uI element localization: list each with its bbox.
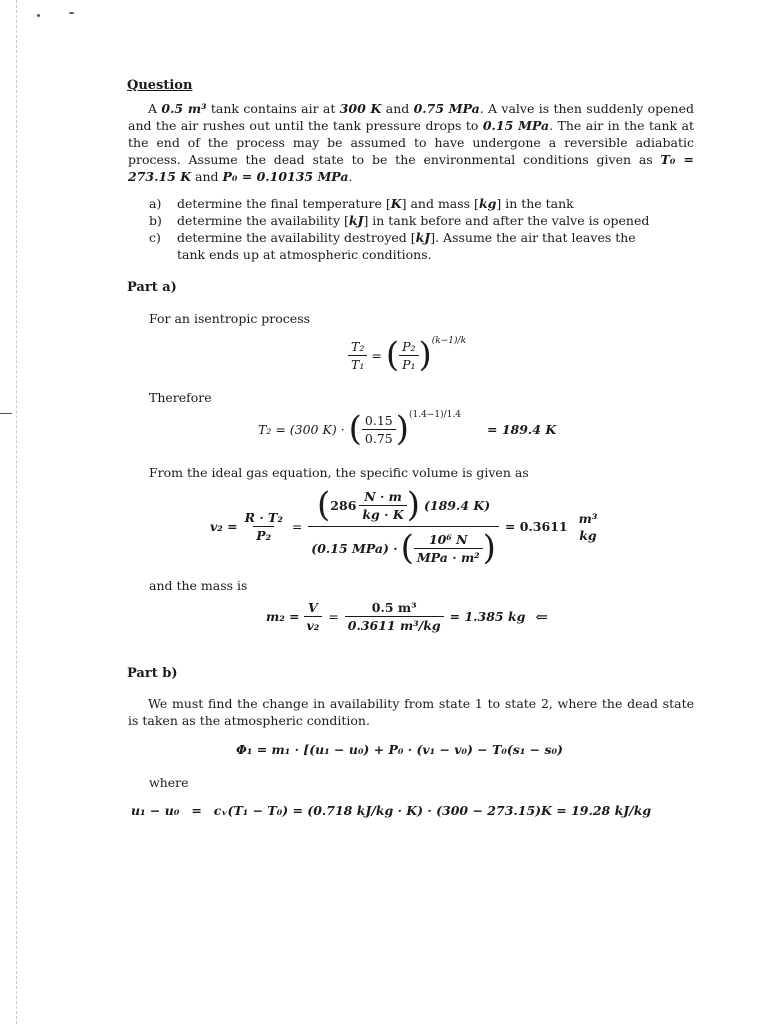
mass-eq: m₂ = $\frac{V}{\text{v₂}}$ = $\frac{\text{0.5 m³}}{\text{0.3611 m³/kg}}$ = 1.385 kg ⇐ [266, 600, 548, 633]
where-label: where [149, 775, 189, 790]
page-margin-line [16, 0, 17, 1024]
part-b-intro: We must find the change in availability from state 1 to state 2, where the dead state is taken as the atmospheric condition. [128, 696, 694, 728]
question-item-c-cont: tank ends up at atmospheric conditions. [177, 247, 432, 262]
scan-speck [37, 14, 40, 17]
specific-volume-eq: v₂ = $\frac{\text{R · T₂}}{\text{P₂}}$ = ( 286 $\frac{N \cdot m}{kg \cdot K}$ ) (189.4 K) (0.15 MPa) · ( $\frac{\text{10⁶ N}}{\text{MPa · m²}}$ ) = 0.3611 m³ kg [210, 485, 598, 568]
part-a-intro: For an isentropic process [149, 311, 311, 326]
availability-eq: Φ₁ = m₁ · [(u₁ − u₀) + P₀ · (v₁ − v₀) − T₀(s₁ − s₀) [236, 742, 563, 757]
question-heading: Question [127, 78, 193, 93]
internal-energy-eq: u₁ − u₀ = cᵥ(T₁ − T₀) = (0.718 kJ/kg · K) · (300 − 273.15)K = 19.28 kJ/kg [131, 803, 652, 818]
scan-mark [0, 413, 12, 414]
therefore-label: Therefore [149, 390, 212, 405]
question-item-a: a) determine the final temperature [K] and mass [kg] in the tank [149, 196, 574, 211]
final-temperature-eq: T₂ = (300 K) · ( $\frac{0.15}{0.75}$ ) $^{(1.4-1)/1.4}$ = 189.4 K [258, 409, 557, 449]
part-b-heading: Part b) [127, 666, 178, 681]
part-a-heading: Part a) [127, 280, 177, 295]
question-item-c: c) determine the availability destroyed [kJ]. Assume the air that leaves the [149, 230, 636, 245]
question-item-b: b) determine the availability [kJ] in tank before and after the valve is opened [149, 213, 650, 228]
ideal-gas-label: From the ideal gas equation, the specific volume is given as [149, 465, 529, 480]
and-mass-label: and the mass is [149, 578, 248, 593]
question-body: A 0.5 m³ tank contains air at 300 K and 0.75 MPa. A valve is then suddenly opened and the air rushes out until the tank pressure drops to 0.15 MPa. The air in the tank at the end of the process may be assumed to have undergone a reversible adiabatic process. Assume the dead state to be the environmental conditions given as T₀ = 273.15 K and P₀ = 0.10135 MPa. [128, 101, 695, 184]
isentropic-relation: $\frac{\text{T₂}}{\text{T₁}}$ = ( $\frac{\text{P₂}}{\text{P₁}}$ ) $^{(k-1)/k}$ [348, 338, 466, 372]
scan-speck [69, 12, 74, 14]
